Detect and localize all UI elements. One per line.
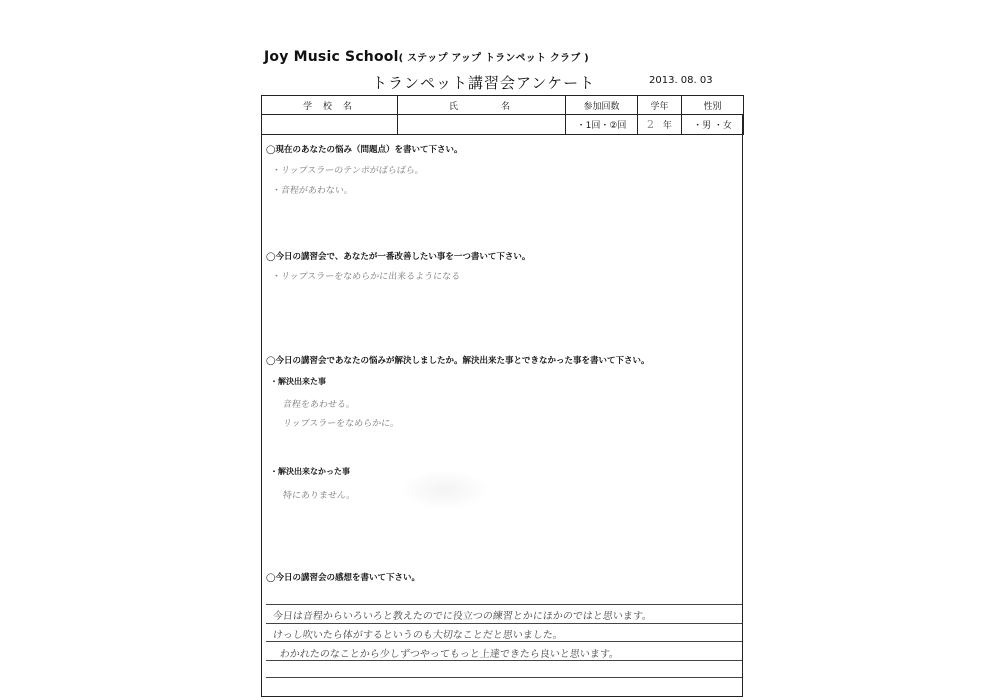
answer-4-line-1: 今日は音程からいろいろと教えたのでに役立つの練習とかにほかのではと思います。 [272,611,653,622]
grade-number: 2 [647,118,655,131]
ruled-line [266,641,742,642]
school-name-header [264,49,589,65]
survey-date: 2013. 08. 03 [649,75,713,86]
survey-title: トランペット講習会アンケート [372,74,596,92]
answer-3-unsolved-line-1: 特にありません。 [282,491,356,501]
gender-field[interactable]: ・男 ・女 [682,115,744,135]
name-field[interactable] [398,115,566,135]
answer-4-line-3: わかれたのなことから少しずつやってもっと上達できたら良いと思います。 [279,649,620,660]
info-table-header-row [262,96,744,115]
header-grade: 学年 [638,96,682,115]
header-attendance: 参加回数 [566,96,638,115]
grade-field[interactable] [638,115,682,135]
header-name: 氏 名 [398,96,566,115]
answer-3-solved-line-2: リップスラーをなめらかに。 [282,419,400,429]
ruled-line [266,604,742,605]
ruled-line [266,623,742,624]
unsolved-label: ・解決出来なかった事 [270,467,350,476]
answer-1-line-1: ・リップスラーのテンポがばらばら。 [271,166,425,176]
school-name: Joy Music School [264,49,399,65]
header-gender: 性別 [682,96,744,115]
question-1: ◯現在のあなたの悩み（問題点）を書いて下さい。 [266,145,463,155]
info-table-value-row [262,115,744,135]
question-2: ◯今日の講習会で、あなたが一番改善したい事を一つ書いて下さい。 [266,252,531,262]
paper-smudge [400,470,490,510]
ruled-line [266,660,742,661]
solved-label: ・解決出来た事 [270,377,326,386]
grade-unit: 年 [662,121,672,131]
answer-4-line-2: けっし吹いたら体がするというのも大切なことだと思いました。 [272,630,564,641]
answer-1-line-2: ・音程があわない。 [271,186,354,196]
school-subtitle: ( ステップ アップ トランペット クラブ ) [398,53,589,64]
answer-2-line-1: ・リップスラーをなめらかに出来るようになる [271,272,461,282]
attendance-field[interactable]: ・1回・②回 [566,115,638,135]
header-school: 学 校 名 [262,96,398,115]
question-3: ◯今日の講習会であなたの悩みが解決しましたか。解決出来た事とできなかった事を書いて下さい。 [266,356,650,366]
ruled-line [266,677,742,678]
info-table [261,95,744,135]
school-field[interactable] [262,115,398,135]
answer-3-solved-line-1: 音程をあわせる。 [282,400,356,410]
question-4: ◯今日の講習会の感想を書いて下さい。 [266,573,421,583]
